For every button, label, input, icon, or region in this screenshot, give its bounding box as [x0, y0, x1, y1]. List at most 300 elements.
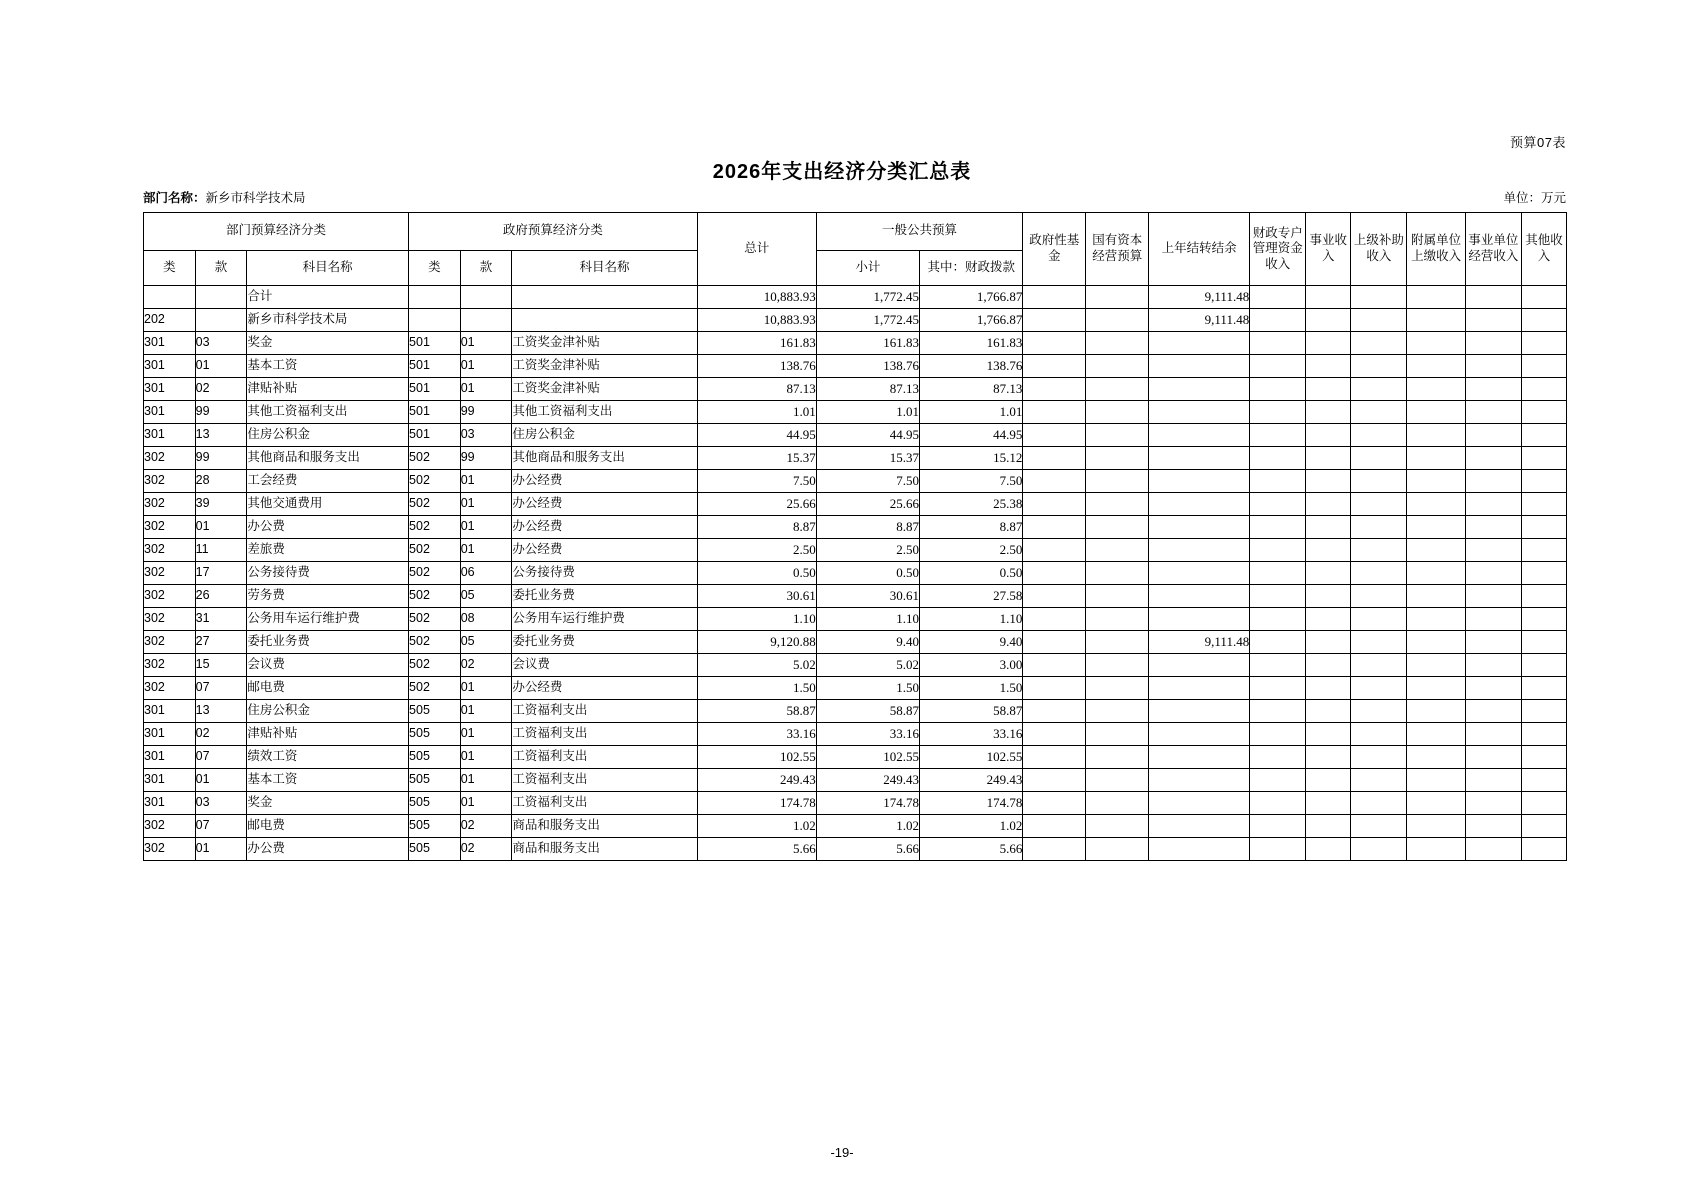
table-row [144, 332, 1567, 355]
row-gov-class: 502 [409, 493, 461, 516]
row-gov-fund [1023, 309, 1086, 332]
row-business-income [1306, 516, 1351, 539]
row-other-income [1521, 585, 1566, 608]
row-carryover [1149, 516, 1250, 539]
row-gov-section: 02 [460, 838, 512, 861]
row-state-capital [1086, 516, 1149, 539]
table-row [144, 746, 1567, 769]
row-superior-subsidy [1351, 631, 1407, 654]
row-affiliated-paid [1407, 332, 1465, 355]
row-superior-subsidy [1351, 608, 1407, 631]
row-superior-subsidy [1351, 539, 1407, 562]
row-dept-section: 07 [195, 677, 247, 700]
row-fiscal: 8.87 [920, 516, 1023, 539]
row-other-income [1521, 401, 1566, 424]
row-state-capital [1086, 792, 1149, 815]
row-dept-section: 07 [195, 746, 247, 769]
row-other-income [1521, 700, 1566, 723]
row-gov-class: 505 [409, 746, 461, 769]
row-carryover [1149, 562, 1250, 585]
row-state-capital [1086, 746, 1149, 769]
row-subtotal: 249.43 [816, 769, 919, 792]
row-subtotal: 2.50 [816, 539, 919, 562]
row-other-income [1521, 516, 1566, 539]
row-business-income [1306, 401, 1351, 424]
row-gov-subject: 办公经费 [512, 470, 697, 493]
row-business-income [1306, 631, 1351, 654]
row-fiscal: 33.16 [920, 723, 1023, 746]
row-dept-section: 31 [195, 608, 247, 631]
row-dept-class: 301 [144, 769, 196, 792]
row-business-income [1306, 332, 1351, 355]
department-label: 部门名称： [143, 191, 206, 205]
row-carryover [1149, 332, 1250, 355]
row-gov-subject: 工资奖金津补贴 [512, 378, 697, 401]
row-gov-fund [1023, 677, 1086, 700]
row-subtotal: 5.02 [816, 654, 919, 677]
row-carryover [1149, 493, 1250, 516]
row-subtotal: 1.01 [816, 401, 919, 424]
row-superior-subsidy [1351, 470, 1407, 493]
row-gov-section [460, 309, 512, 332]
row-dept-subject: 委托业务费 [247, 631, 409, 654]
row-dept-class: 302 [144, 608, 196, 631]
header-of-which-fiscal: 其中：财政拨款 [920, 250, 1023, 285]
row-total: 25.66 [697, 493, 816, 516]
row-affiliated-paid [1407, 631, 1465, 654]
row-total: 138.76 [697, 355, 816, 378]
row-gov-class: 501 [409, 332, 461, 355]
row-state-capital [1086, 700, 1149, 723]
table-row [144, 792, 1567, 815]
row-gov-class [409, 286, 461, 309]
row-state-capital [1086, 355, 1149, 378]
row-total: 102.55 [697, 746, 816, 769]
row-superior-subsidy [1351, 838, 1407, 861]
row-total: 8.87 [697, 516, 816, 539]
row-fiscal: 87.13 [920, 378, 1023, 401]
row-gov-class: 505 [409, 769, 461, 792]
row-dept-section [195, 286, 247, 309]
row-business-income [1306, 539, 1351, 562]
row-affiliated-paid [1407, 654, 1465, 677]
row-subtotal: 87.13 [816, 378, 919, 401]
row-total: 174.78 [697, 792, 816, 815]
row-gov-section: 06 [460, 562, 512, 585]
row-dept-class: 301 [144, 378, 196, 401]
row-state-capital [1086, 769, 1149, 792]
row-special-account [1250, 608, 1306, 631]
row-fiscal: 9.40 [920, 631, 1023, 654]
row-gov-subject: 商品和服务支出 [512, 838, 697, 861]
row-state-capital [1086, 585, 1149, 608]
row-gov-section: 01 [460, 332, 512, 355]
row-dept-subject: 差旅费 [247, 539, 409, 562]
table-row [144, 769, 1567, 792]
row-carryover [1149, 792, 1250, 815]
row-business-income [1306, 309, 1351, 332]
row-superior-subsidy [1351, 378, 1407, 401]
row-state-capital [1086, 493, 1149, 516]
row-business-operating [1465, 378, 1521, 401]
row-total: 15.37 [697, 447, 816, 470]
row-superior-subsidy [1351, 424, 1407, 447]
row-business-income [1306, 470, 1351, 493]
row-affiliated-paid [1407, 585, 1465, 608]
row-gov-subject: 工资福利支出 [512, 792, 697, 815]
row-other-income [1521, 769, 1566, 792]
row-dept-class: 202 [144, 309, 196, 332]
header-general-public: 一般公共预算 [816, 213, 1023, 251]
row-carryover [1149, 355, 1250, 378]
row-carryover [1149, 815, 1250, 838]
row-dept-class: 302 [144, 539, 196, 562]
row-gov-class: 505 [409, 700, 461, 723]
row-gov-class: 505 [409, 815, 461, 838]
row-state-capital [1086, 815, 1149, 838]
row-business-operating [1465, 631, 1521, 654]
unit-note: 单位：万元 [1503, 191, 1566, 205]
row-gov-class [409, 309, 461, 332]
row-total: 33.16 [697, 723, 816, 746]
row-gov-fund [1023, 792, 1086, 815]
row-gov-class: 502 [409, 677, 461, 700]
row-affiliated-paid [1407, 723, 1465, 746]
table-row [144, 378, 1567, 401]
row-gov-fund [1023, 700, 1086, 723]
row-gov-fund [1023, 654, 1086, 677]
row-carryover [1149, 769, 1250, 792]
row-gov-subject: 办公经费 [512, 677, 697, 700]
row-fiscal: 3.00 [920, 654, 1023, 677]
row-dept-section: 03 [195, 792, 247, 815]
row-special-account [1250, 677, 1306, 700]
row-gov-section: 01 [460, 700, 512, 723]
row-dept-class: 302 [144, 585, 196, 608]
row-special-account [1250, 447, 1306, 470]
row-dept-section: 13 [195, 700, 247, 723]
row-business-operating [1465, 654, 1521, 677]
table-row [144, 470, 1567, 493]
row-dept-subject: 其他工资福利支出 [247, 401, 409, 424]
row-total: 5.02 [697, 654, 816, 677]
header-group-dept: 部门预算经济分类 [144, 213, 409, 251]
row-subtotal: 5.66 [816, 838, 919, 861]
row-dept-class: 302 [144, 493, 196, 516]
row-business-operating [1465, 309, 1521, 332]
row-dept-class: 301 [144, 700, 196, 723]
row-gov-subject: 工资福利支出 [512, 746, 697, 769]
row-gov-fund [1023, 608, 1086, 631]
row-dept-section: 99 [195, 401, 247, 424]
row-superior-subsidy [1351, 723, 1407, 746]
row-state-capital [1086, 608, 1149, 631]
row-gov-section: 01 [460, 355, 512, 378]
table-row [144, 815, 1567, 838]
row-dept-section: 39 [195, 493, 247, 516]
row-carryover [1149, 677, 1250, 700]
row-dept-subject: 会议费 [247, 654, 409, 677]
row-gov-class: 501 [409, 424, 461, 447]
row-gov-class: 501 [409, 378, 461, 401]
row-superior-subsidy [1351, 355, 1407, 378]
row-other-income [1521, 654, 1566, 677]
row-carryover [1149, 447, 1250, 470]
row-business-operating [1465, 332, 1521, 355]
row-dept-class: 301 [144, 355, 196, 378]
row-total: 2.50 [697, 539, 816, 562]
table-row [144, 355, 1567, 378]
row-dept-subject: 住房公积金 [247, 700, 409, 723]
row-business-income [1306, 677, 1351, 700]
row-dept-class: 301 [144, 723, 196, 746]
row-business-operating [1465, 424, 1521, 447]
row-subtotal: 15.37 [816, 447, 919, 470]
row-total: 1.02 [697, 815, 816, 838]
row-gov-section: 08 [460, 608, 512, 631]
row-business-operating [1465, 700, 1521, 723]
table-row [144, 562, 1567, 585]
form-number-note: 预算07表 [1510, 135, 1566, 150]
table-row [144, 677, 1567, 700]
row-subtotal: 0.50 [816, 562, 919, 585]
row-subtotal: 33.16 [816, 723, 919, 746]
row-fiscal: 1.02 [920, 815, 1023, 838]
row-subtotal: 7.50 [816, 470, 919, 493]
row-gov-section: 05 [460, 585, 512, 608]
row-business-operating [1465, 516, 1521, 539]
row-business-income [1306, 700, 1351, 723]
row-gov-section: 01 [460, 769, 512, 792]
row-superior-subsidy [1351, 401, 1407, 424]
row-special-account [1250, 424, 1306, 447]
row-business-operating [1465, 769, 1521, 792]
row-superior-subsidy [1351, 447, 1407, 470]
row-superior-subsidy [1351, 654, 1407, 677]
header-gov-fund: 政府性基金 [1023, 213, 1086, 286]
row-gov-section: 01 [460, 470, 512, 493]
row-gov-section: 99 [460, 401, 512, 424]
row-other-income [1521, 723, 1566, 746]
row-total: 10,883.93 [697, 309, 816, 332]
row-superior-subsidy [1351, 332, 1407, 355]
row-dept-section: 01 [195, 516, 247, 539]
row-total: 10,883.93 [697, 286, 816, 309]
row-gov-subject: 公务接待费 [512, 562, 697, 585]
budget-table-wrapper [143, 212, 1567, 861]
row-subtotal: 1.02 [816, 815, 919, 838]
row-affiliated-paid [1407, 539, 1465, 562]
row-dept-subject: 工会经费 [247, 470, 409, 493]
row-subtotal: 44.95 [816, 424, 919, 447]
table-row [144, 309, 1567, 332]
header-superior-subsidy: 上级补助收入 [1351, 213, 1407, 286]
table-row [144, 723, 1567, 746]
row-business-income [1306, 769, 1351, 792]
row-gov-fund [1023, 447, 1086, 470]
budget-table [143, 212, 1567, 861]
row-gov-fund [1023, 378, 1086, 401]
row-fiscal: 1.01 [920, 401, 1023, 424]
row-affiliated-paid [1407, 447, 1465, 470]
row-gov-subject: 住房公积金 [512, 424, 697, 447]
row-subtotal: 1.50 [816, 677, 919, 700]
row-gov-section: 01 [460, 516, 512, 539]
row-affiliated-paid [1407, 470, 1465, 493]
row-other-income [1521, 286, 1566, 309]
row-business-operating [1465, 470, 1521, 493]
row-dept-section: 11 [195, 539, 247, 562]
row-carryover [1149, 401, 1250, 424]
row-dept-class: 302 [144, 654, 196, 677]
row-gov-subject [512, 286, 697, 309]
row-affiliated-paid [1407, 562, 1465, 585]
row-gov-section: 01 [460, 677, 512, 700]
row-other-income [1521, 631, 1566, 654]
row-special-account [1250, 562, 1306, 585]
row-gov-subject: 委托业务费 [512, 585, 697, 608]
row-total: 5.66 [697, 838, 816, 861]
table-row [144, 447, 1567, 470]
table-row [144, 700, 1567, 723]
row-special-account [1250, 700, 1306, 723]
row-total: 7.50 [697, 470, 816, 493]
row-gov-section: 01 [460, 539, 512, 562]
page-number: -19- [830, 1145, 854, 1160]
row-affiliated-paid [1407, 677, 1465, 700]
row-other-income [1521, 539, 1566, 562]
row-business-operating [1465, 792, 1521, 815]
row-dept-class: 302 [144, 815, 196, 838]
row-business-income [1306, 493, 1351, 516]
row-dept-subject: 其他商品和服务支出 [247, 447, 409, 470]
row-superior-subsidy [1351, 746, 1407, 769]
header-last-year-carryover: 上年结转结余 [1149, 213, 1250, 286]
row-carryover [1149, 654, 1250, 677]
header-dept-section: 款 [195, 250, 247, 285]
row-dept-class: 302 [144, 470, 196, 493]
row-gov-subject: 其他商品和服务支出 [512, 447, 697, 470]
row-dept-section: 15 [195, 654, 247, 677]
row-superior-subsidy [1351, 769, 1407, 792]
row-gov-class: 502 [409, 539, 461, 562]
row-state-capital [1086, 424, 1149, 447]
row-affiliated-paid [1407, 516, 1465, 539]
row-special-account [1250, 332, 1306, 355]
row-gov-class: 502 [409, 516, 461, 539]
row-business-income [1306, 654, 1351, 677]
row-dept-section: 07 [195, 815, 247, 838]
row-superior-subsidy [1351, 585, 1407, 608]
row-fiscal: 58.87 [920, 700, 1023, 723]
row-special-account [1250, 585, 1306, 608]
row-business-operating [1465, 401, 1521, 424]
row-gov-subject: 办公经费 [512, 516, 697, 539]
row-affiliated-paid [1407, 815, 1465, 838]
row-total: 161.83 [697, 332, 816, 355]
row-fiscal: 2.50 [920, 539, 1023, 562]
row-special-account [1250, 355, 1306, 378]
row-subtotal: 25.66 [816, 493, 919, 516]
row-fiscal: 5.66 [920, 838, 1023, 861]
table-row [144, 608, 1567, 631]
row-fiscal: 25.38 [920, 493, 1023, 516]
row-gov-class: 501 [409, 401, 461, 424]
row-business-income [1306, 815, 1351, 838]
row-business-income [1306, 608, 1351, 631]
row-gov-class: 501 [409, 355, 461, 378]
row-dept-subject: 津贴补贴 [247, 723, 409, 746]
row-business-operating [1465, 539, 1521, 562]
row-gov-subject: 会议费 [512, 654, 697, 677]
row-dept-section: 27 [195, 631, 247, 654]
row-state-capital [1086, 286, 1149, 309]
table-row [144, 493, 1567, 516]
row-dept-subject: 邮电费 [247, 815, 409, 838]
row-gov-subject: 办公经费 [512, 493, 697, 516]
row-business-operating [1465, 815, 1521, 838]
budget-table-body [144, 286, 1567, 861]
row-special-account [1250, 769, 1306, 792]
row-other-income [1521, 332, 1566, 355]
header-subtotal: 小计 [816, 250, 919, 285]
row-dept-class: 302 [144, 631, 196, 654]
row-gov-fund [1023, 516, 1086, 539]
row-gov-fund [1023, 286, 1086, 309]
row-total: 1.01 [697, 401, 816, 424]
row-business-income [1306, 424, 1351, 447]
row-dept-subject: 奖金 [247, 792, 409, 815]
row-fiscal: 7.50 [920, 470, 1023, 493]
row-state-capital [1086, 378, 1149, 401]
row-business-operating [1465, 286, 1521, 309]
row-dept-subject: 住房公积金 [247, 424, 409, 447]
header-row-top [144, 213, 1567, 251]
row-dept-class: 301 [144, 332, 196, 355]
row-affiliated-paid [1407, 355, 1465, 378]
row-subtotal: 30.61 [816, 585, 919, 608]
row-gov-fund [1023, 470, 1086, 493]
header-state-capital: 国有资本经营预算 [1086, 213, 1149, 286]
row-dept-subject: 基本工资 [247, 355, 409, 378]
row-special-account [1250, 493, 1306, 516]
row-subtotal: 161.83 [816, 332, 919, 355]
table-row [144, 654, 1567, 677]
row-state-capital [1086, 723, 1149, 746]
row-state-capital [1086, 539, 1149, 562]
row-gov-class: 502 [409, 654, 461, 677]
row-affiliated-paid [1407, 493, 1465, 516]
row-gov-subject: 委托业务费 [512, 631, 697, 654]
row-fiscal: 1,766.87 [920, 309, 1023, 332]
row-special-account [1250, 631, 1306, 654]
row-gov-fund [1023, 585, 1086, 608]
row-dept-class: 302 [144, 516, 196, 539]
row-gov-section: 01 [460, 493, 512, 516]
row-special-account [1250, 654, 1306, 677]
row-subtotal: 1,772.45 [816, 309, 919, 332]
row-business-operating [1465, 608, 1521, 631]
row-other-income [1521, 309, 1566, 332]
row-fiscal: 27.58 [920, 585, 1023, 608]
row-carryover [1149, 746, 1250, 769]
row-total: 1.50 [697, 677, 816, 700]
header-business-operating: 事业单位经营收入 [1465, 213, 1521, 286]
table-row [144, 631, 1567, 654]
header-total: 总计 [697, 213, 816, 286]
row-dept-section: 26 [195, 585, 247, 608]
row-special-account [1250, 470, 1306, 493]
